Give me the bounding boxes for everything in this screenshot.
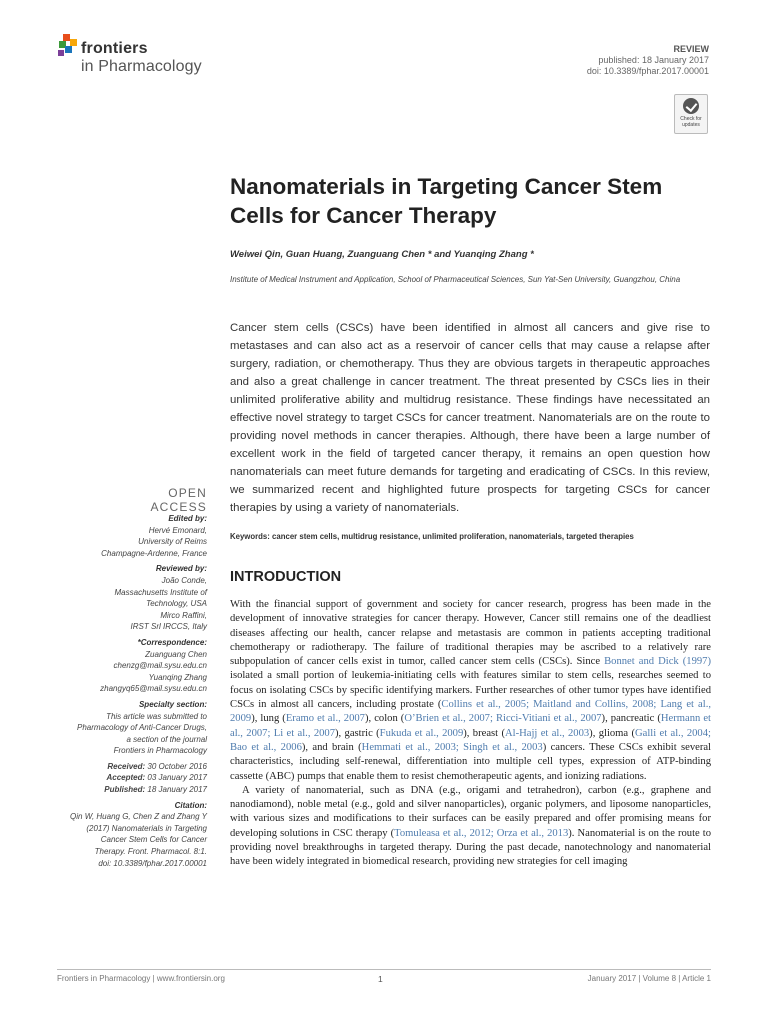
logo-brand: frontiers [81,40,148,57]
correspondence-email[interactable]: zhangyq65@mail.sysu.edu.cn [100,684,207,694]
published-label: Published: [104,785,146,795]
affiliation: Institute of Medical Instrument and Application, School of Pharmaceutical Sciences, Sun Yat-Sen University, Guangzhou, China [230,275,681,284]
badge-label: Check for updates [680,116,702,128]
citation-line: Qin W, Huang G, Chen Z and Zhang Y [70,812,207,822]
edited-by-line: University of Reims [138,537,207,547]
citation-link[interactable]: Al-Hajj et al., 2003 [504,727,590,739]
logo-square-purple [58,50,64,56]
logo-square-red [63,34,70,41]
journal-logo[interactable] [57,32,257,82]
logo-square-green [59,41,66,48]
accepted-date: 03 January 2017 [147,773,207,783]
logo-square-blue [65,46,72,53]
body-text-run: ), colon ( [364,713,405,725]
specialty-line: This article was submitted to [106,711,207,721]
abstract: Cancer stem cells (CSCs) have been identified in almost all cancers and give rise to metastases and can also act as a reservoir of cancer cells that may cause a relapse after surgery, radiation, or chemotherapy. Thus they are obvious targets in therapeutic approaches and also a great challenge in cancer treatment. The threat presented by CSCs lies in their unlimited proliferative ability and multidrug resistance. These findings have necessitated an effective novel strategy to target CSCs for cancer treatment. Nanomaterials are on the route to providing novel methods in cancer therapies. Although, there have been a large number of excellent work in the field of targeted cancer therapy, it remains an open question how nanomaterials can meet future demands for targeting and eradicating of CSCs. In this review, we summarized recent and highlighted future prospects for targeting CSCs for cancer therapies by using a variety of nanomaterials. [230,322,710,514]
body-text-run: ). Nanomaterial is on the route to providing novel breakthroughs in targeted therapy. During the past decade, nanotechnology and nanomaterial have been widely integrated in biomedical research, providing new strategies for cell imaging [230,827,711,868]
check-icon [683,98,699,114]
dates-block [20,761,207,796]
accepted-label: Accepted: [106,773,146,783]
citation-label: Citation: [174,800,207,810]
citation-link[interactable]: Hermann et al., 2007; Li et al., 2007 [230,713,711,739]
citation-link[interactable]: O’Brien et al., 2007; Ricci-Vitiani et al., 2007 [404,713,602,725]
reviewer-line: João Conde, [161,575,207,585]
article-type: REVIEW [673,44,709,54]
section-heading: INTRODUCTION [230,569,342,585]
citation-link[interactable]: Eramo et al., 2007 [285,713,365,725]
correspondence-label: *Correspondence: [137,637,207,647]
published-date: published: 18 January 2017 [598,55,709,65]
accepted-row [20,772,207,784]
logo-journal-name: in Pharmacology [81,58,202,75]
body-text-run: ), and brain ( [301,741,362,753]
citation-line[interactable]: doi: 10.3389/fphar.2017.00001 [98,858,207,868]
article-title: Nanomaterials in Targeting Cancer Stem Cells for Cancer Therapy [230,174,663,228]
frontiers-logo-icon [57,34,79,58]
edited-by-line: Hervé Emonard, [148,525,207,535]
article-meta [587,44,709,77]
citation-line: Therapy. Front. Pharmacol. 8:1. [94,847,207,857]
correspondence-name: Yuanqing Zhang [148,672,207,682]
citation-line: (2017) Nanomaterials in Targeting [86,823,207,833]
body-text-run: ), glioma ( [589,727,635,739]
citation-link[interactable]: Galli et al., 2004; Bao et al., 2006 [230,727,711,753]
received-date: 30 October 2016 [147,761,207,771]
logo-square-yellow [70,39,77,46]
specialty-label: Specialty section: [138,699,207,709]
reviewer-line: IRST Srl IRCCS, Italy [130,622,207,632]
body-text-run: ), pancreatic ( [601,713,661,725]
paragraph-2 [230,784,711,870]
body-text-run: A variety of nanomaterial, such as DNA (e.g., origami and tetrahedron), carbon (e.g., graphene and nanodiamond), noble metal (e.g., gold and silver nanoparticles), organic polymers, and liposome nanoparticles, with various sizes and modifications to their surfaces can be easily prepared and offer promising means for developing solutions in CSC therapy ( [230,784,711,839]
edited-by-block [20,513,207,559]
correspondence-email[interactable]: chenzg@mail.sysu.edu.cn [113,661,207,671]
paragraph-1 [230,598,711,784]
specialty-block [20,699,207,757]
body-text-run: ), lung ( [251,713,286,725]
body-text-run: With the financial support of government and society for cancer research, progress has been made in the development of innovative strategies for cancer therapy. However, Cancer still remains one of the deadliest diseases affecting our health, cancer relapse and metastasis are common in patients accepting traditional chemotherapy or radiotherapy. The failure of traditional therapies may be ascribed to a relatively rare subpopulation of cancer cells exist in tumor, called cancer stem cells (CSCs). Since [230,599,711,668]
body-text-run: isolated a small portion of leukemia-initiating cells with features similar to stem cells, researches seemed to focus on isolating CSCs by specific identifying markers. Further researches of other tumor types have identified CSCs in almost all cancers, including prostate ( [230,670,711,711]
body-text-run: ), gastric ( [335,727,380,739]
reviewer-line: Massachusetts Institute of [114,587,207,597]
footer-issue-info: January 2017 | Volume 8 | Article 1 [587,974,711,983]
correspondence-block [20,637,207,695]
published-row [20,784,207,796]
check-for-updates-badge[interactable] [674,94,708,134]
reviewed-by-block [20,563,207,633]
article-sidebar [20,513,207,873]
keywords-list: cancer stem cells, multidrug resistance, unlimited proliferation, nanomaterials, targeted therapies [272,532,634,541]
edited-by-line: Champagne-Ardenne, France [101,548,207,558]
received-row [20,761,207,773]
citation-link[interactable]: Fukuda et al., 2009 [379,727,464,739]
keywords-label: Keywords: [230,532,270,541]
specialty-line: Frontiers in Pharmacology [113,746,207,756]
specialty-line: Pharmacology of Anti-Cancer Drugs, [77,723,207,733]
citation-link[interactable]: Tomuleasa et al., 2012; Orza et al., 2013 [394,827,569,839]
author-list[interactable]: Weiwei Qin, Guan Huang, Zuanguang Chen * and Yuanqing Zhang * [230,249,534,260]
reviewer-line: Mirco Raffini, [160,610,207,620]
footer-divider [57,969,711,970]
citation-block [20,800,207,870]
citation-link[interactable]: Hemmati et al., 2003; Singh et al., 2003 [361,741,543,753]
doi[interactable]: doi: 10.3389/fphar.2017.00001 [586,66,709,76]
keywords [230,532,710,541]
received-label: Received: [107,761,146,771]
open-access-label: OPEN ACCESS [150,486,207,514]
edited-by-label: Edited by: [168,514,207,523]
page-number: 1 [378,974,383,984]
body-text-run: ) cancers. These CSCs exhibit several characteristics, including self-renewal, differentiation into multiple cell types, expression of ATP-binding cassette (ABC) pumps that enable them to resist chemotherapeutic agents, and ionizing radiations. [230,741,712,782]
citation-link[interactable]: Collins et al., 2005; Maitland and Collins, 2008; Lang et al., 2009 [230,699,712,725]
citation-link[interactable]: Bonnet and Dick (1997) [604,656,711,668]
reviewed-by-label: Reviewed by: [155,564,207,574]
footer-journal-link[interactable]: Frontiers in Pharmacology | www.frontiersin.org [57,974,225,983]
body-text-run: ), breast ( [463,727,505,739]
published-date: 18 January 2017 [147,785,207,795]
citation-line: Cancer Stem Cells for Cancer [100,835,207,845]
body-text [230,598,711,870]
reviewer-line: Technology, USA [146,599,207,609]
correspondence-name: Zuanguang Chen [145,649,207,659]
specialty-line: a section of the journal [126,734,207,744]
